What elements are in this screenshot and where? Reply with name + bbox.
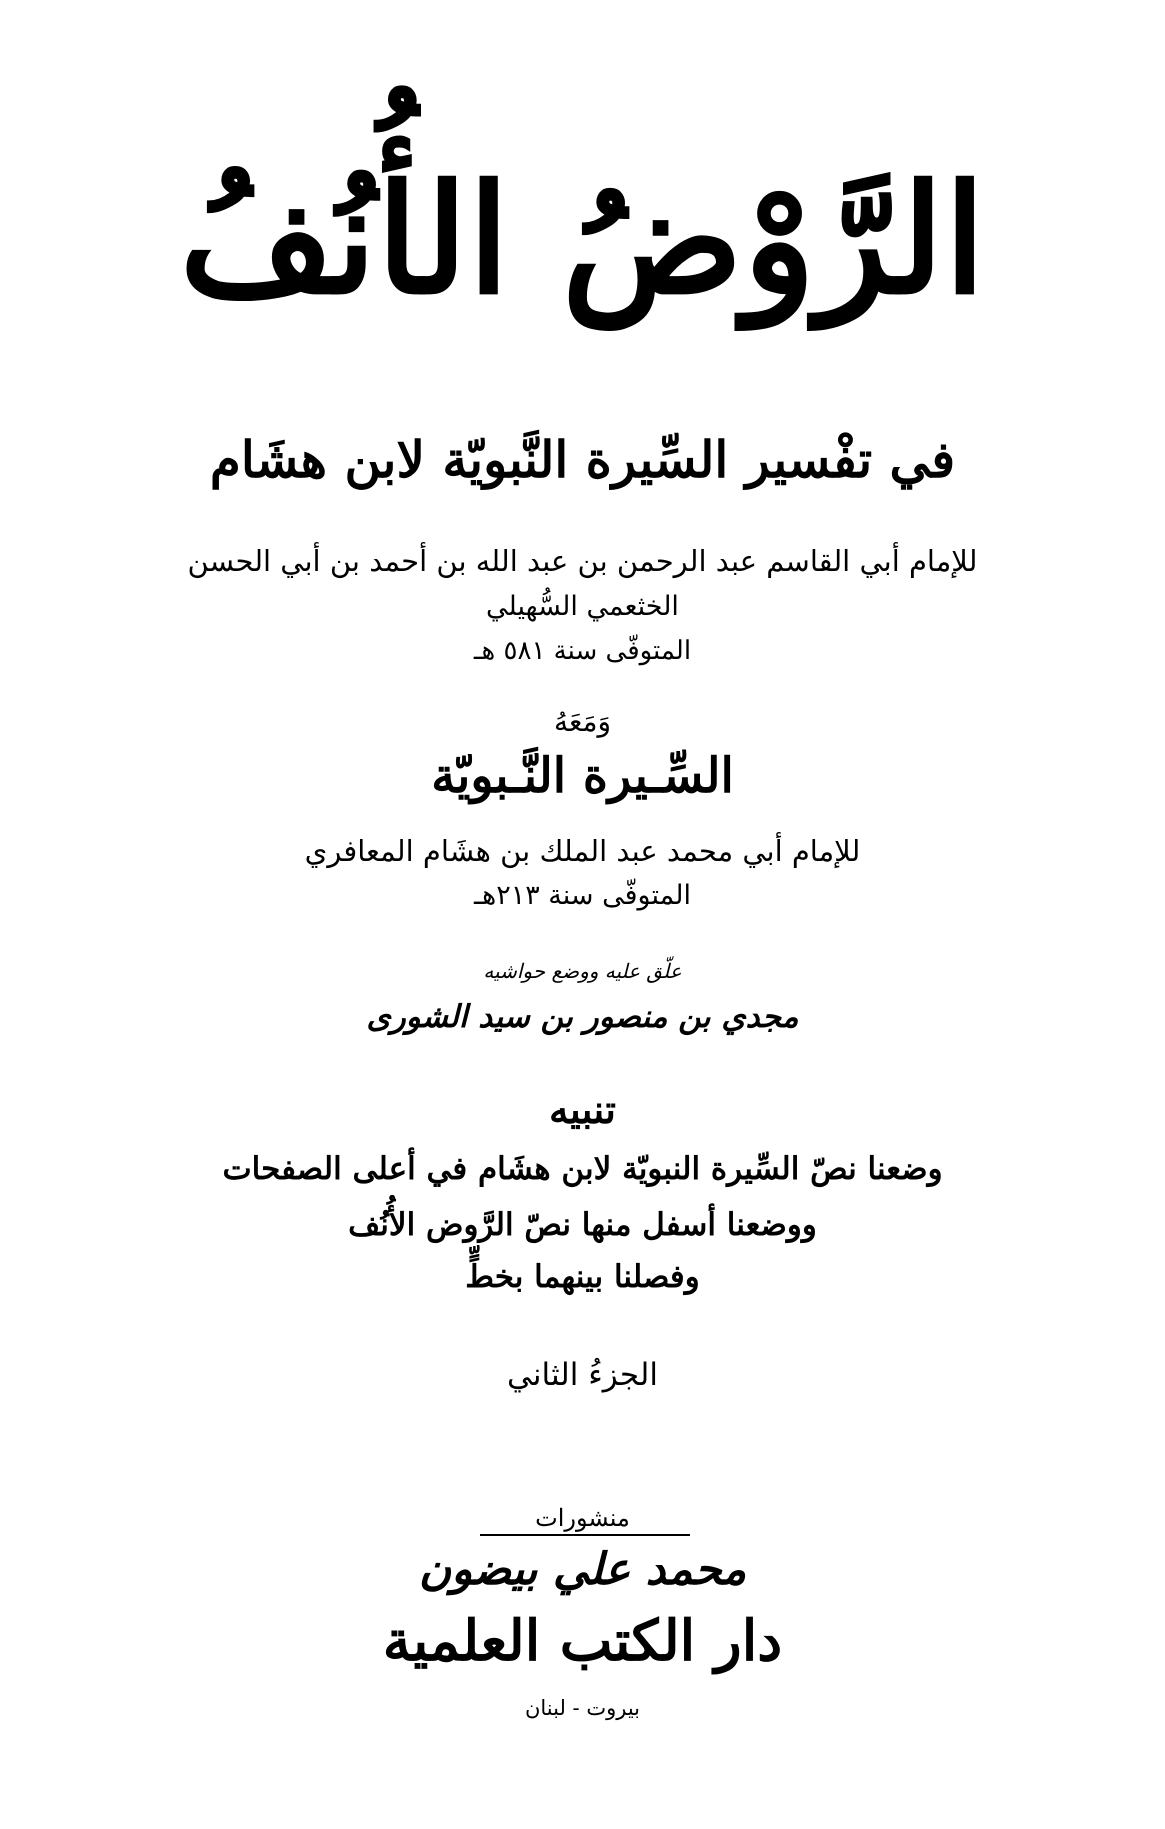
publisher-name: محمد علي بيضون [418, 1544, 747, 1595]
second-work-title: السِّـيرة النَّـبويّة [431, 748, 734, 804]
note-heading: تنبيه [548, 1087, 617, 1133]
author-death-year: المتوفّى سنة ٥٨١ هـ [473, 636, 692, 666]
publisher-label: منشورات [535, 1504, 630, 1532]
commentary-label: علّق عليه ووضع حواشيه [483, 959, 682, 983]
volume-number: الجزءُ الثاني [507, 1357, 658, 1393]
publishing-house: دار الكتب العلمية [382, 1608, 783, 1674]
editor-name: مجدي بن منصور بن سيد الشورى [366, 999, 799, 1035]
publisher-label-rule [480, 1534, 690, 1536]
second-work-death-year: المتوفّى سنة ٢١٣هـ [474, 880, 691, 911]
book-subtitle: في تفْسير السِّيرة النَّبويّة لابن هشَام [209, 430, 956, 489]
note-line: وفصلنا بينهما بخطٍّ [465, 1259, 700, 1295]
with-it-label: وَمَعَهُ [553, 705, 612, 738]
publisher-city: بيروت - لبنان [524, 1696, 641, 1720]
book-title: الرَّوْضُ الأُنُفُ [179, 152, 986, 328]
author-nisba: الخثعمي السُّهيلي [486, 591, 679, 622]
second-work-author: للإمام أبي محمد عبد الملك بن هشَام المعافري [304, 834, 861, 868]
note-line: ووضعنا أسفل منها نصّ الرَّوض الأُنُف [348, 1207, 817, 1243]
note-line: وضعنا نصّ السِّيرة النبويّة لابن هشَام في أعلى الصفحات [222, 1151, 943, 1187]
author-name: للإمام أبي القاسم عبد الرحمن بن عبد الله بن أحمد بن أبي الحسن [187, 544, 978, 578]
